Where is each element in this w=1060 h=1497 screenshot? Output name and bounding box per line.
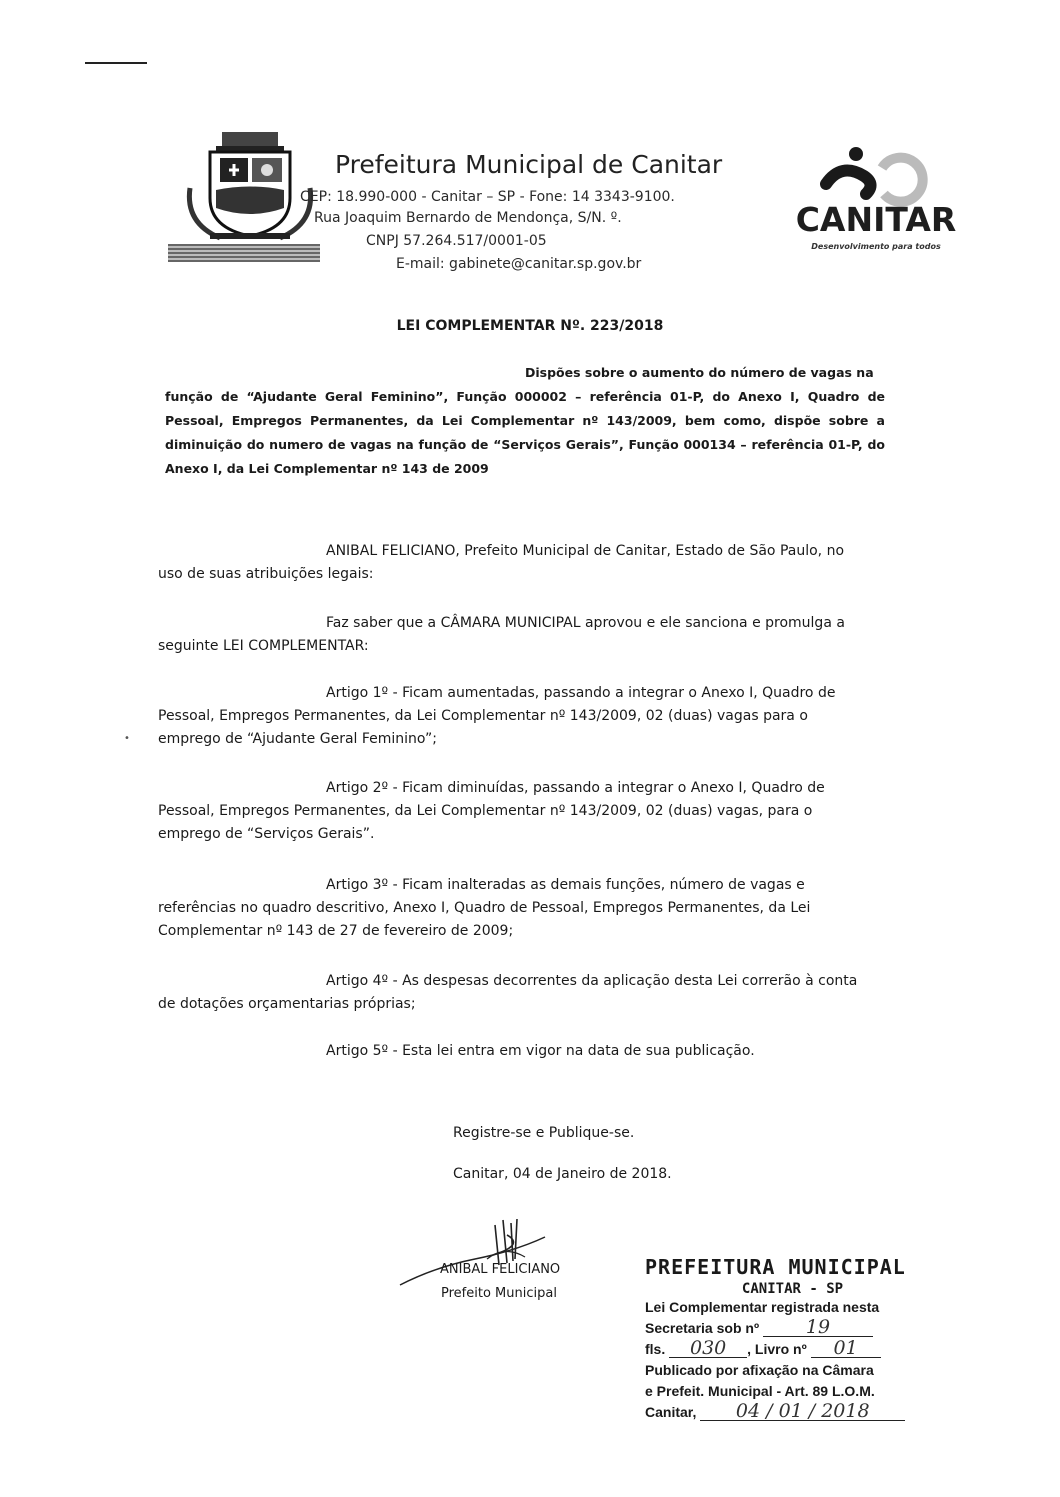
- register-line: Registre-se e Publique-se.: [453, 1125, 635, 1141]
- registration-stamp: [645, 1255, 940, 1423]
- article-1-text: Artigo 1º - Ficam aumentadas, passando a integrar o Anexo I, Quadro de Pessoal, Empregos Permanentes, da Lei Complementar nº 143/2009, 02 (duas) vagas para o emprego de “Ajudante Geral Feminino”;: [158, 685, 836, 747]
- logo-wordmark: CANITAR: [795, 200, 957, 239]
- stamp-secretaria-label: Secretaria sob nº: [645, 1320, 760, 1336]
- logo-tagline: Desenvolvimento para todos: [811, 242, 941, 251]
- crest-banner: [168, 244, 320, 262]
- article-2-text: Artigo 2º - Ficam diminuídas, passando a integrar o Anexo I, Quadro de Pessoal, Empregos Permanentes, da Lei Complementar nº 143/2009, 02 (duas) vagas, para o emprego de “Serviços Gerais”.: [158, 780, 825, 842]
- header-street-line: Rua Joaquim Bernardo de Mendonça, S/N. º.: [314, 210, 622, 226]
- article-3: [158, 874, 868, 943]
- stamp-canitar-label: Canitar,: [645, 1404, 697, 1420]
- stamp-heading: PREFEITURA MUNICIPAL: [645, 1255, 906, 1279]
- stamp-line-5: e Prefeit. Municipal - Art. 89 L.O.M.: [645, 1383, 875, 1399]
- header-address-line: CEP: 18.990-000 - Canitar – SP - Fone: 14 3343-9100.: [300, 189, 675, 205]
- handwritten-signature: [395, 1215, 570, 1295]
- stamp-fls-value: 030: [669, 1339, 747, 1358]
- promulgation-text: Faz saber que a CÂMARA MUNICIPAL aprovou e ele sanciona e promulga a seguinte LEI COMPLEMENTAR:: [158, 615, 845, 654]
- ementa-first-line: Dispões sobre o aumento do número de vagas na: [525, 365, 874, 380]
- stamp-line-3: [645, 1339, 940, 1360]
- article-5: [158, 1040, 868, 1063]
- article-3-text: Artigo 3º - Ficam inalteradas as demais funções, número de vagas e referências no quadro descritivo, Anexo I, Quadro de Pessoal, Empregos Permanentes, da Lei Complementar nº 143 de 27 de fevereiro de 2009;: [158, 877, 811, 939]
- stamp-line-2: [645, 1318, 940, 1339]
- stamp-line-4: Publicado por afixação na Câmara: [645, 1362, 874, 1378]
- margin-dash: [85, 62, 147, 64]
- stamp-livro-label: , Livro nº: [747, 1341, 807, 1357]
- stamp-subheading: CANITAR - SP: [741, 1281, 844, 1297]
- signer-title: Prefeito Municipal: [441, 1286, 557, 1301]
- promulgation-paragraph: [158, 612, 868, 658]
- stamp-line-6: [645, 1402, 940, 1423]
- stamp-fls-label: fls.: [645, 1341, 666, 1357]
- signer-name: ANIBAL FELICIANO: [440, 1262, 561, 1277]
- article-1: [158, 682, 868, 751]
- margin-dot: •: [124, 733, 130, 744]
- article-5-text: Artigo 5º - Esta lei entra em vigor na data de sua publicação.: [326, 1043, 755, 1059]
- ementa: [165, 361, 885, 481]
- article-2: [158, 777, 868, 846]
- ementa-text: função de “Ajudante Geral Feminino”, Função 000002 – referência 01-P, do Anexo I, Quadro de Pessoal, Empregos Permanentes, da Lei Complementar nº 143/2009, bem como, dispõe sobre a diminuição do numero de vagas na função de “Serviços Gerais”, Função 000134 – referência 01-P, do Anexo I, da Lei Complementar nº 143 de 2009: [165, 389, 885, 476]
- stamp-register-number: 19: [763, 1318, 873, 1337]
- document-title: LEI COMPLEMENTAR Nº. 223/2018: [396, 318, 664, 334]
- preamble-paragraph: [158, 540, 868, 586]
- date-line: Canitar, 04 de Janeiro de 2018.: [453, 1166, 672, 1182]
- header-email-line: E-mail: gabinete@canitar.sp.gov.br: [396, 256, 642, 272]
- preamble-text: ANIBAL FELICIANO, Prefeito Municipal de Canitar, Estado de São Paulo, no uso de suas atribuições legais:: [158, 543, 845, 582]
- header-cnpj-line: CNPJ 57.264.517/0001-05: [366, 233, 547, 249]
- stamp-date-value: 04 / 01 / 2018: [700, 1402, 905, 1421]
- stamp-line-1: Lei Complementar registrada nesta: [645, 1299, 880, 1315]
- article-4: [158, 970, 868, 1016]
- coat-of-arms-icon: [180, 128, 320, 246]
- article-4-text: Artigo 4º - As despesas decorrentes da aplicação desta Lei correrão à conta de dotações orçamentarias próprias;: [158, 973, 858, 1012]
- stamp-livro-value: 01: [811, 1339, 881, 1358]
- organization-name: Prefeitura Municipal de Canitar: [335, 150, 723, 179]
